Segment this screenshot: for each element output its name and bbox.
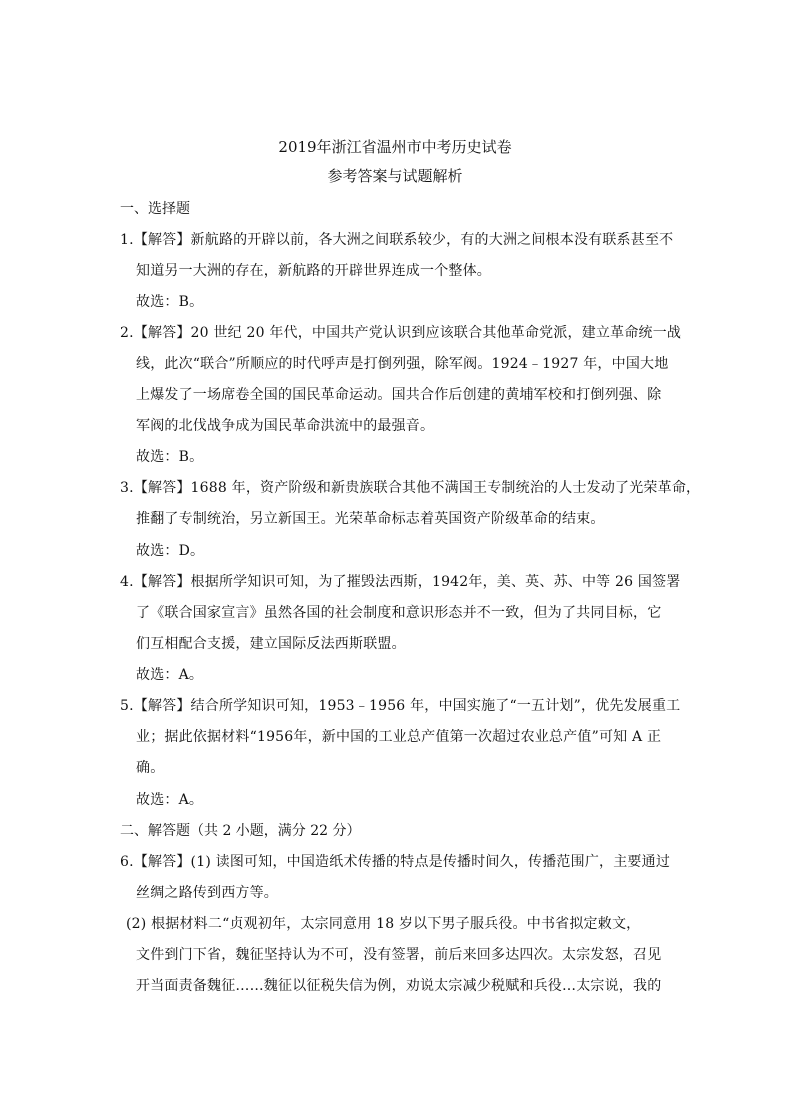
q2-line-2: 线，此次“联合”所顺应的时代呼声是打倒列强，除军阀。1924﹣1927 年，中国大地 — [136, 356, 669, 372]
q6-line-1: 6.【解答】(1) 读图可知，中国造纸术传播的特点是传播时间久，传播范围广，主要通过 — [120, 854, 671, 870]
q6-sub-line-1: (2) 根据材料二“贞观初年，太宗同意用 18 岁以下男子服兵役。中书省拟定敕文， — [126, 916, 641, 932]
q3-answer: 故选：D。 — [136, 543, 205, 559]
q5-answer: 故选：A。 — [136, 792, 204, 808]
q2-line-4: 军阀的北伐战争成为国民革命洪流中的最强音。 — [136, 418, 435, 434]
q1-answer: 故选：B。 — [136, 294, 204, 310]
q6-line-2: 丝绸之路传到西方等。 — [136, 885, 278, 901]
q4-line-1: 4.【解答】根据所学知识可知，为了摧毁法西斯，1942年，美、英、苏、中等 26 国签署 — [120, 574, 681, 590]
q4-line-2: 了《联合国家宣言》虽然各国的社会制度和意识形态并不一致，但为了共同目标，它 — [136, 605, 662, 621]
q4-line-3: 们互相配合支援，建立国际反法西斯联盟。 — [136, 636, 406, 652]
q6-sub-line-2: 文件到门下省，魏征坚持认为不可，没有签署，前后来回多达四次。太宗发怒，召见 — [136, 947, 662, 963]
q2-line-3: 上爆发了一场席卷全国的国民革命运动。国共合作后创建的黄埔军校和打倒列强、除 — [136, 387, 662, 403]
q2-line-1: 2.【解答】20 世纪 20 年代，中国共产党认识到应该联合其他革命党派，建立革命统一战 — [120, 325, 682, 341]
q1-line-1: 1.【解答】新航路的开辟以前，各大洲之间联系较少，有的大洲之间根本没有联系甚至不 — [120, 232, 674, 248]
q3-line-2: 推翻了专制统治，另立新国王。光荣革命标志着英国资产阶级革命的结束。 — [136, 511, 605, 527]
q1-line-2: 知道另一大洲的存在，新航路的开辟世界连成一个整体。 — [136, 263, 491, 279]
q6-sub-line-3: 开当面责备魏征……魏征以征税失信为例，劝说太宗减少税赋和兵役…太宗说，我的 — [136, 978, 662, 994]
q5-line-3: 确。 — [136, 760, 165, 776]
document-subtitle: 参考答案与试题解析 — [327, 167, 463, 185]
q3-line-1: 3.【解答】1688 年，资产阶级和新贵族联合其他不满国王专制统治的人士发动了光荣革命， — [120, 480, 701, 496]
q4-answer: 故选：A。 — [136, 667, 204, 683]
document-title: 2019年浙江省温州市中考历史试卷 — [278, 138, 512, 156]
q2-answer: 故选：B。 — [136, 449, 204, 465]
section-heading-answer: 二、解答题（共 2 小题，满分 22 分） — [120, 823, 361, 839]
section-heading-choice: 一、选择题 — [120, 201, 190, 217]
q5-line-1: 5.【解答】结合所学知识可知，1953﹣1956 年，中国实施了“一五计划”，优先发展重工 — [120, 698, 681, 714]
q5-line-2: 业；据此依据材料“1956年，新中国的工业总产值第一次超过农业总产值”可知 A 正 — [136, 729, 662, 745]
